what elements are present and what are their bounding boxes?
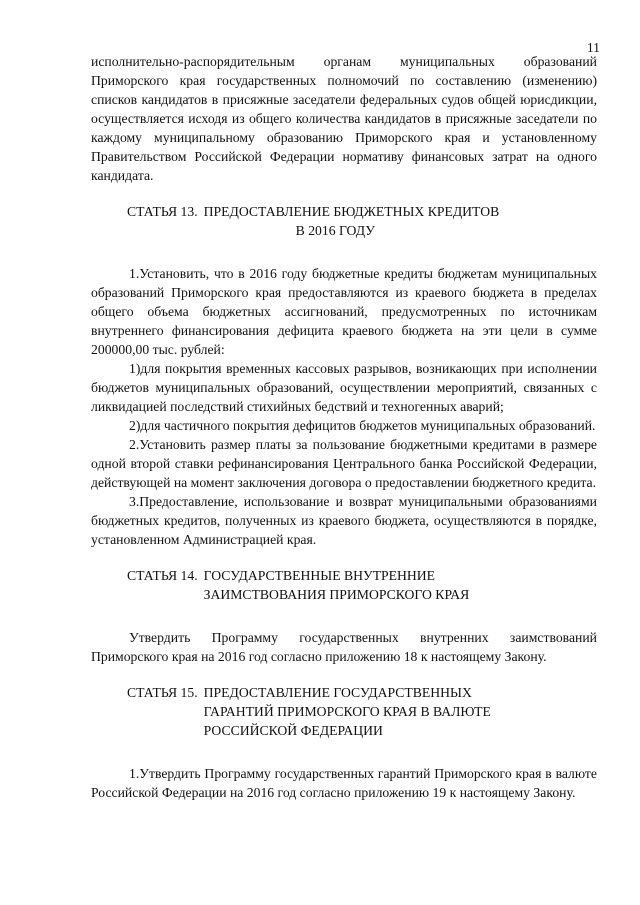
article-15-paragraph: 1.Утвердить Программу государственных гарантий Приморского края в валюте Российской Федерации на 2016 год согласно приложению 19 к настоящему Закону. — [91, 766, 597, 800]
article-15-number: СТАТЬЯ 15. — [127, 685, 198, 700]
article-14-number: СТАТЬЯ 14. — [127, 568, 198, 583]
article-13-title-line2: В 2016 ГОДУ — [295, 223, 375, 238]
article-13-heading — [127, 202, 597, 240]
article-15-heading — [127, 683, 597, 740]
article-13-number: СТАТЬЯ 13. — [127, 204, 198, 219]
article-13-item-1: 1)для покрытия временных кассовых разрывов, возникающих при исполнении бюджетов муниципальных образований, осуществлении мероприятий, связанных с ликвидацией последствий стихийных бедствий и техногенных аварий; — [91, 361, 597, 414]
article-13-title — [198, 202, 534, 240]
article-14-title: ГОСУДАРСТВЕННЫЕ ВНУТРЕННИЕ ЗАИМСТВОВАНИЯ ПРИМОРСКОГО КРАЯ — [203, 568, 470, 602]
page-number: 11 — [586, 40, 600, 55]
document-body — [91, 52, 597, 802]
article-13-item-2: 2)для частичного покрытия дефицитов бюджетов муниципальных образований. — [129, 418, 596, 433]
article-13-paragraph-1: 1.Установить, что в 2016 году бюджетные кредиты бюджетам муниципальных образований Приморского края предоставляются из краевого бюджета в пределах общего объема бюджетных ассигнований, предусмотренных по источникам внутреннего финансирования дефицита краевого бюджета на эти цели в сумме 200000,00 тыс. рублей: — [91, 266, 597, 357]
article-14-heading — [127, 566, 597, 604]
article-13-title-line1: ПРЕДОСТАВЛЕНИЕ БЮДЖЕТНЫХ КРЕДИТОВ — [203, 204, 500, 219]
article-13-paragraph-2: 2.Установить размер платы за пользование бюджетными кредитами в размере одной второй ставки рефинансирования Центрального банка Российской Федерации, действующей на момент заключения договора о предоставлении бюджетного кредита. — [91, 437, 597, 490]
article-14-paragraph: Утвердить Программу государственных внутренних заимствований Приморского края на 2016 год согласно приложению 18 к настоящему Закону. — [91, 630, 597, 664]
intro-paragraph: исполнительно-распорядительным органам муниципальных образований Приморского края государственных полномочий по составлению (изменению) списков кандидатов в присяжные заседатели федеральных судов общей юрисдикции, осуществляется исходя из общего количества кандидатов в присяжные заседатели по каждому муниципальному образованию Приморского края и установленному Правительством Российской Федерации нормативу финансовых затрат на одного кандидата. — [91, 54, 597, 183]
article-15-title: ПРЕДОСТАВЛЕНИЕ ГОСУДАРСТВЕННЫХ ГАРАНТИЙ ПРИМОРСКОГО КРАЯ В ВАЛЮТЕ РОССИЙСКОЙ ФЕДЕРАЦИИ — [203, 685, 491, 738]
article-13-paragraph-3: 3.Предоставление, использование и возврат муниципальными образованиями бюджетных кредитов, полученных из краевого бюджета, осуществляются в порядке, установленном Администрацией края. — [91, 494, 597, 547]
